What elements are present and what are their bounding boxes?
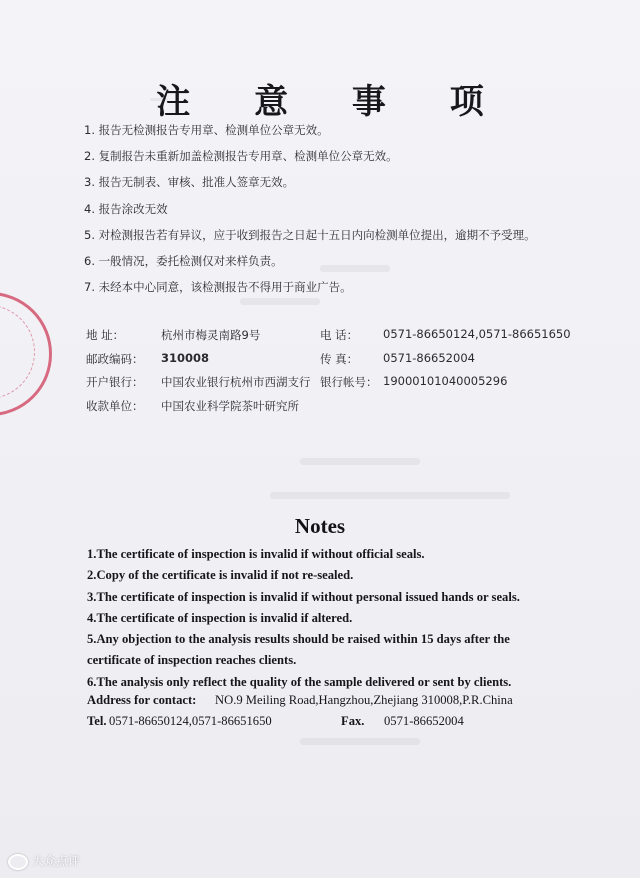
show-through-mark xyxy=(270,492,510,499)
english-notes-list xyxy=(87,544,617,693)
fax-label: 传 真： xyxy=(320,351,359,366)
phone-label: 电 话： xyxy=(320,328,359,342)
list-item: 3.The certificate of inspection is invalid if without personal issued hands or seals. xyxy=(87,589,520,604)
address-label: 地 址： xyxy=(86,328,125,342)
tel-value-en: 0571-86650124,0571-86651650 xyxy=(109,714,272,728)
show-through-mark xyxy=(300,458,420,465)
address-value-en: NO.9 Meiling Road,Hangzhou,Zhejiang 310008,P.R.China xyxy=(215,693,513,707)
watermark xyxy=(8,852,80,872)
account-label: 银行帐号： xyxy=(320,375,378,389)
list-item: 5. 对检测报告若有异议，应于收到报告之日起十五日内向检测单位提出，逾期不予受理。 xyxy=(84,227,536,242)
fax-value: 0571-86652004 xyxy=(383,350,475,365)
list-item: 5.Any objection to the analysis results should be raised within 15 days after the xyxy=(87,632,510,647)
show-through-mark xyxy=(300,738,420,745)
chinese-notes-list xyxy=(84,121,624,304)
postcode-label: 邮政编码： xyxy=(86,351,144,366)
list-item: 2. 复制报告未重新加盖检测报告专用章、检测单位公章无效。 xyxy=(84,149,398,164)
watermark-text: 大众点评 xyxy=(32,854,81,868)
list-item: 2.Copy of the certificate is invalid if not re-sealed. xyxy=(87,568,354,583)
fax-value-en: 0571-86652004 xyxy=(384,714,464,728)
list-item: 4. 报告涂改无效 xyxy=(84,201,168,216)
list-item: 6. 一般情况，委托检测仅对来样负责。 xyxy=(84,253,283,268)
logo-icon xyxy=(8,854,28,870)
phone-value: 0571-86650124,0571-86651650 xyxy=(383,327,571,341)
postcode-value: 310008 xyxy=(161,350,210,365)
list-item: 6.The analysis only reflect the quality of the sample delivered or sent by clients. xyxy=(87,674,512,689)
page-title: 注 意 事 项 xyxy=(156,82,510,122)
tel-label-en: Tel. xyxy=(87,714,107,728)
red-seal-stamp xyxy=(0,292,52,416)
list-item: 1. 报告无检测报告专用章、检测单位公章无效。 xyxy=(84,123,329,137)
fax-label-en: Fax. xyxy=(341,714,365,728)
list-item: certificate of inspection reaches clients. xyxy=(87,653,297,668)
payee-value: 中国农业科学院茶叶研究所 xyxy=(161,398,299,413)
list-item: 7. 未经本中心同意，该检测报告不得用于商业广告。 xyxy=(84,280,352,295)
bank-value: 中国农业银行杭州市西湖支行 xyxy=(161,375,311,389)
address-value: 杭州市梅灵南路9号 xyxy=(161,328,261,342)
list-item: 4.The certificate of inspection is invalid if altered. xyxy=(87,610,353,625)
bank-label: 开户银行： xyxy=(86,375,144,389)
address-label-en: Address for contact: xyxy=(87,693,197,707)
notes-heading: Notes xyxy=(294,514,346,538)
account-value: 19000101040005296 xyxy=(383,374,508,388)
list-item: 3. 报告无制表、审核、批准人签章无效。 xyxy=(84,175,295,190)
payee-label: 收款单位： xyxy=(86,398,144,413)
list-item: 1.The certificate of inspection is invalid if without official seals. xyxy=(87,547,425,561)
